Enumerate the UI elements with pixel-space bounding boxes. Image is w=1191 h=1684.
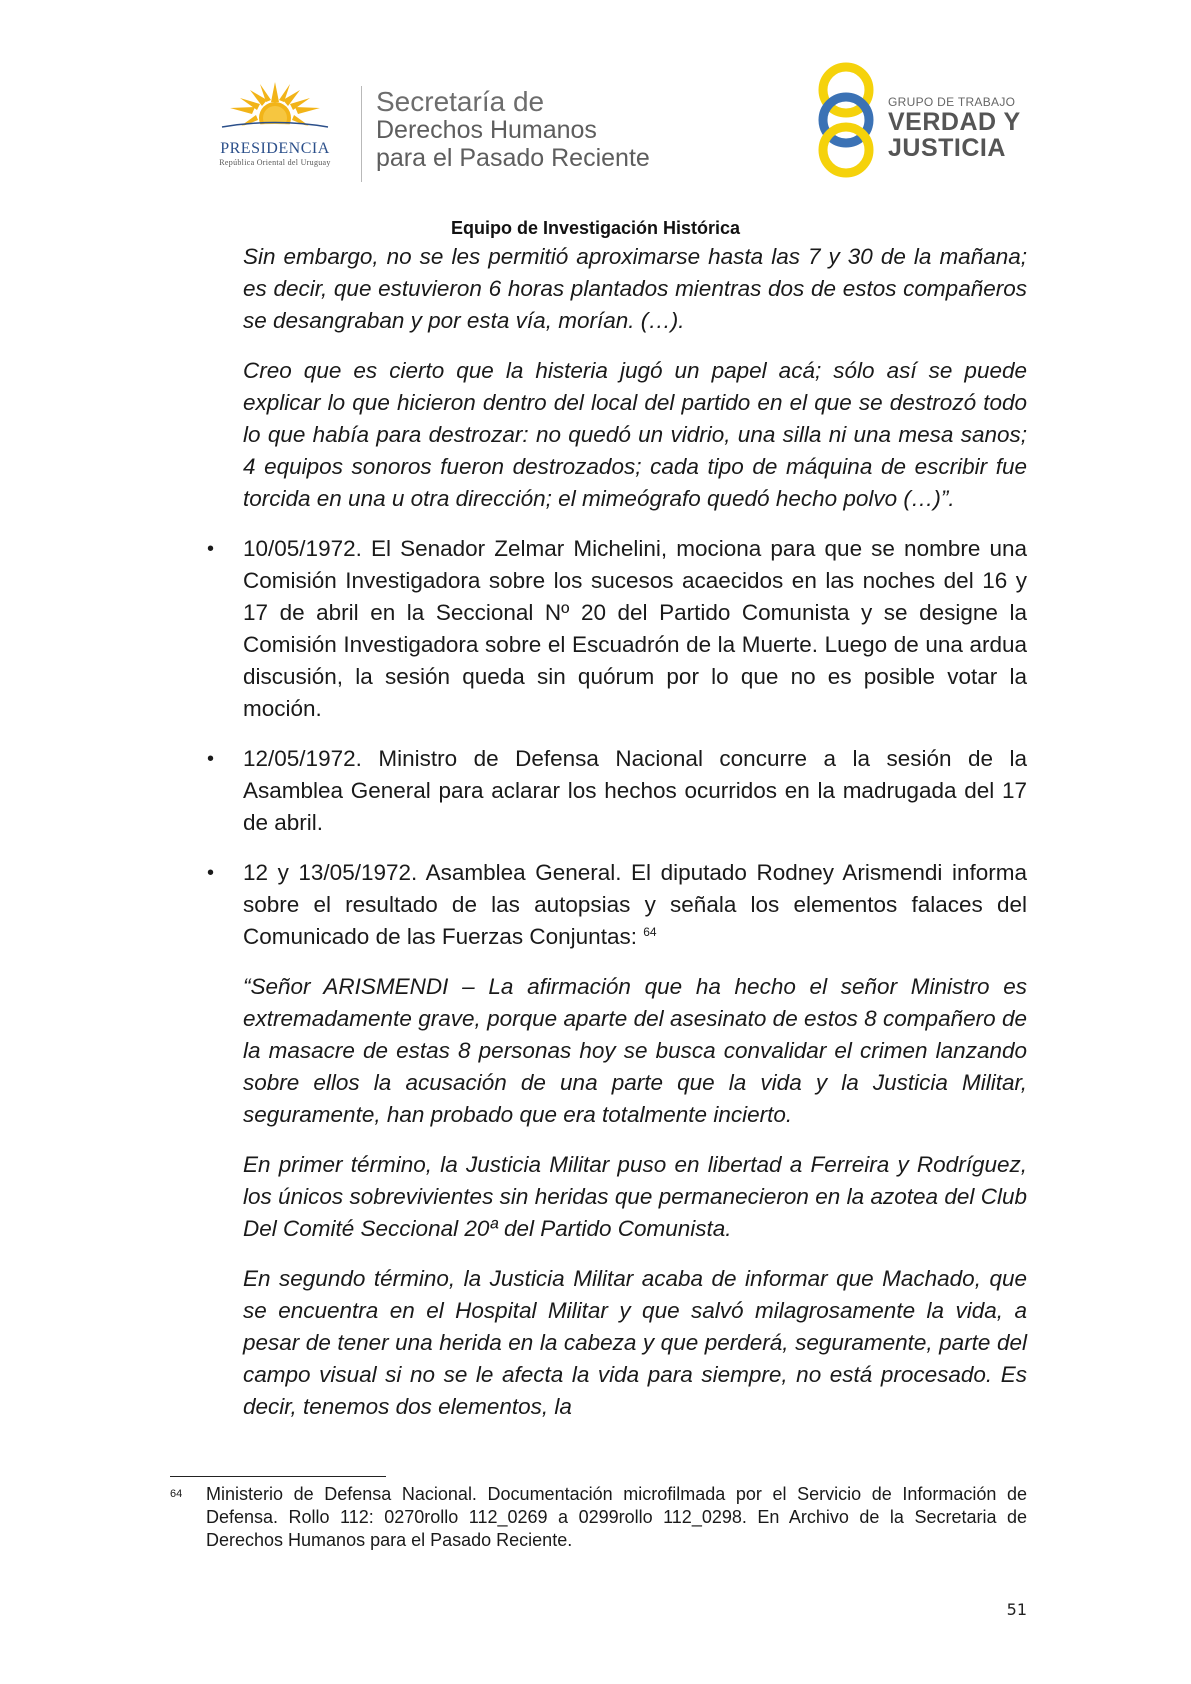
footnote — [170, 1483, 1027, 1552]
team-title: Equipo de Investigación Histórica — [450, 218, 741, 238]
quote-paragraph: “Señor ARISMENDI – La afirmación que ha hecho el señor Ministro es extremadamente grave, porque aparte del asesinato de estos 8 compañero de la masacre de estas 8 personas hoy se busca convalidar el crimen lanzando sobre ellos la acusación de una parte que la vida y la Justicia Militar, seguramente, han probado que era totalmente incierto. — [243, 974, 1027, 1127]
quote-paragraph: Creo que es cierto que la histeria jugó un papel acá; sólo así se puede explicar lo que hicieron dentro del local del partido en el que se destrozó todo lo que había para destrozar: no quedó un vidrio, una silla ni una mesa sanos; 4 equipos sonoros fueron destrozados; cada tipo de máquina de escribir fue torcida en una u otra dirección; el mimeógrafo quedó hecho polvo (…)”. — [243, 358, 1027, 511]
bullet-item — [207, 743, 1027, 839]
bullet-text-body: 12 y 13/05/1972. Asamblea General. El diputado Rodney Arismendi informa sobre el resultado de las autopsias y señala los elementos falaces del Comunicado de las Fuerzas Conjuntas: — [243, 860, 1027, 949]
bullet-text: 10/05/1972. El Senador Zelmar Michelini, mociona para que se nombre una Comisión Investigadora sobre los sucesos acaecidos en las noches del 16 y 17 de abril en la Seccional Nº 20 del Partido Comunista y se designe la Comisión Investigadora sobre el Escuadrón de la Muerte. Luego de una ardua discusión, la sesión queda sin quórum por lo que no es posible votar la moción. — [243, 536, 1027, 721]
presidencia-subtitle: República Oriental del Uruguay — [219, 158, 331, 167]
secretaria-logo-text — [376, 88, 650, 172]
bullet-item — [207, 533, 1027, 725]
bullet-marker: • — [207, 862, 215, 884]
grupo-line3: JUSTICIA — [888, 134, 1006, 162]
footnote-text: Ministerio de Defensa Nacional. Documentación microfilmada por el Servicio de Información de Defensa. Rollo 112: 0270rollo 112_0269 a 0299rollo 112_0298. En Archivo de la Secretaria de Derechos Humanos para el Pasado Reciente. — [206, 1484, 1027, 1550]
grupo-line2: VERDAD Y — [888, 108, 1021, 136]
secretaria-line3: para el Pasado Reciente — [376, 144, 650, 172]
footnote-separator — [170, 1476, 386, 1477]
grupo-logo-text — [888, 95, 1021, 161]
page-header — [0, 0, 1191, 210]
grupo-rings-logo-icon — [810, 62, 882, 178]
quote-paragraph: En primer término, la Justicia Militar puso en libertad a Ferreira y Rodríguez, los únicos sobrevivientes sin heridas que permanecieron en la azotea del Club Del Comité Seccional 20ª del Partido Comunista. — [243, 1152, 1027, 1241]
secretaria-line2: Derechos Humanos — [376, 116, 597, 144]
sun-emblem-icon — [220, 80, 330, 142]
bullet-marker: • — [207, 538, 215, 560]
page-number: 51 — [1006, 1600, 1027, 1619]
footnote-reference[interactable]: 64 — [643, 925, 657, 939]
bullet-text — [243, 857, 1027, 953]
footnote-number: 64 — [170, 1488, 183, 1500]
quote-paragraph: En segundo término, la Justicia Militar acaba de informar que Machado, que se encuentra en el Hospital Militar y que salvó milagrosamente la vida, a pesar de tener una herida en la cabeza y que perderá, seguramente, parte del campo visual si no se le afecta la vida para siempre, no está procesado. Es decir, tenemos dos elementos, la — [243, 1266, 1027, 1419]
secretaria-line1: Secretaría de — [376, 86, 545, 117]
quote-paragraph: Sin embargo, no se les permitió aproximarse hasta las 7 y 30 de la mañana; es decir, que estuvieron 6 horas plantados mientras dos de estos compañeros se desangraban y por esta vía, morían. (…). — [243, 244, 1027, 333]
bullet-item — [207, 857, 1027, 953]
presidencia-name: PRESIDENCIA — [220, 140, 330, 157]
bullet-marker: • — [207, 748, 215, 770]
header-divider — [361, 86, 362, 182]
document-body — [207, 241, 1027, 1441]
grupo-line1: GRUPO DE TRABAJO — [888, 95, 1016, 109]
bullet-text: 12/05/1972. Ministro de Defensa Nacional concurre a la sesión de la Asamblea General para aclarar los hechos ocurridos en la madrugada del 17 de abril. — [243, 746, 1027, 835]
presidencia-logo — [195, 80, 355, 180]
